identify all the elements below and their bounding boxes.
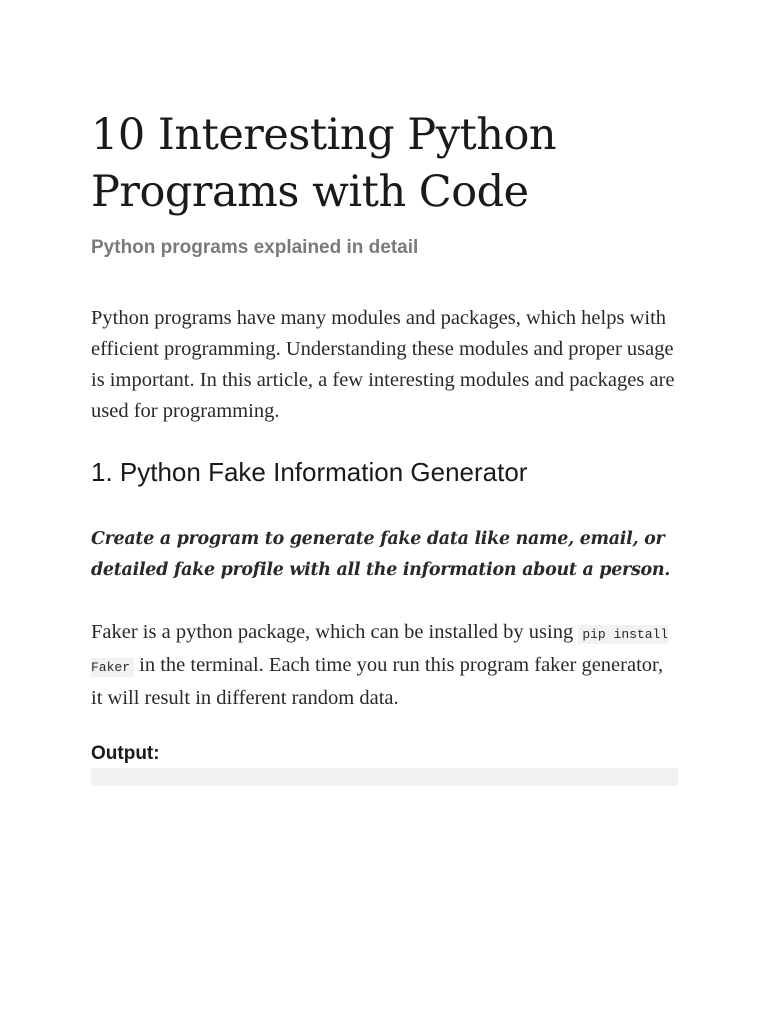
section-callout: Create a program to generate fake data like name, email, or detailed fake profile with all the information about a person.	[91, 529, 671, 580]
intro-paragraph: Python programs have many modules and packages, which helps with efficient programming. Understanding these modules and proper usage is important. In this article, a few interesting modules and packages are used for programming.	[91, 307, 675, 422]
output-label: Output:	[91, 743, 160, 764]
faker-text-after: in the terminal. Each time you run this program faker generator, it will result in different random data.	[91, 654, 664, 709]
article	[91, 0, 678, 786]
faker-text-before: Faker is a python package, which can be installed by using	[91, 621, 579, 643]
inline-code-pip-install: pip install Faker	[91, 627, 669, 675]
article-subtitle: Python programs explained in detail	[91, 237, 419, 258]
section-heading: 1. Python Fake Information Generator	[91, 457, 528, 487]
article-title: 10 Interesting Python Programs with Code	[91, 110, 557, 217]
faker-paragraph	[91, 617, 678, 714]
output-code-block	[91, 768, 678, 786]
